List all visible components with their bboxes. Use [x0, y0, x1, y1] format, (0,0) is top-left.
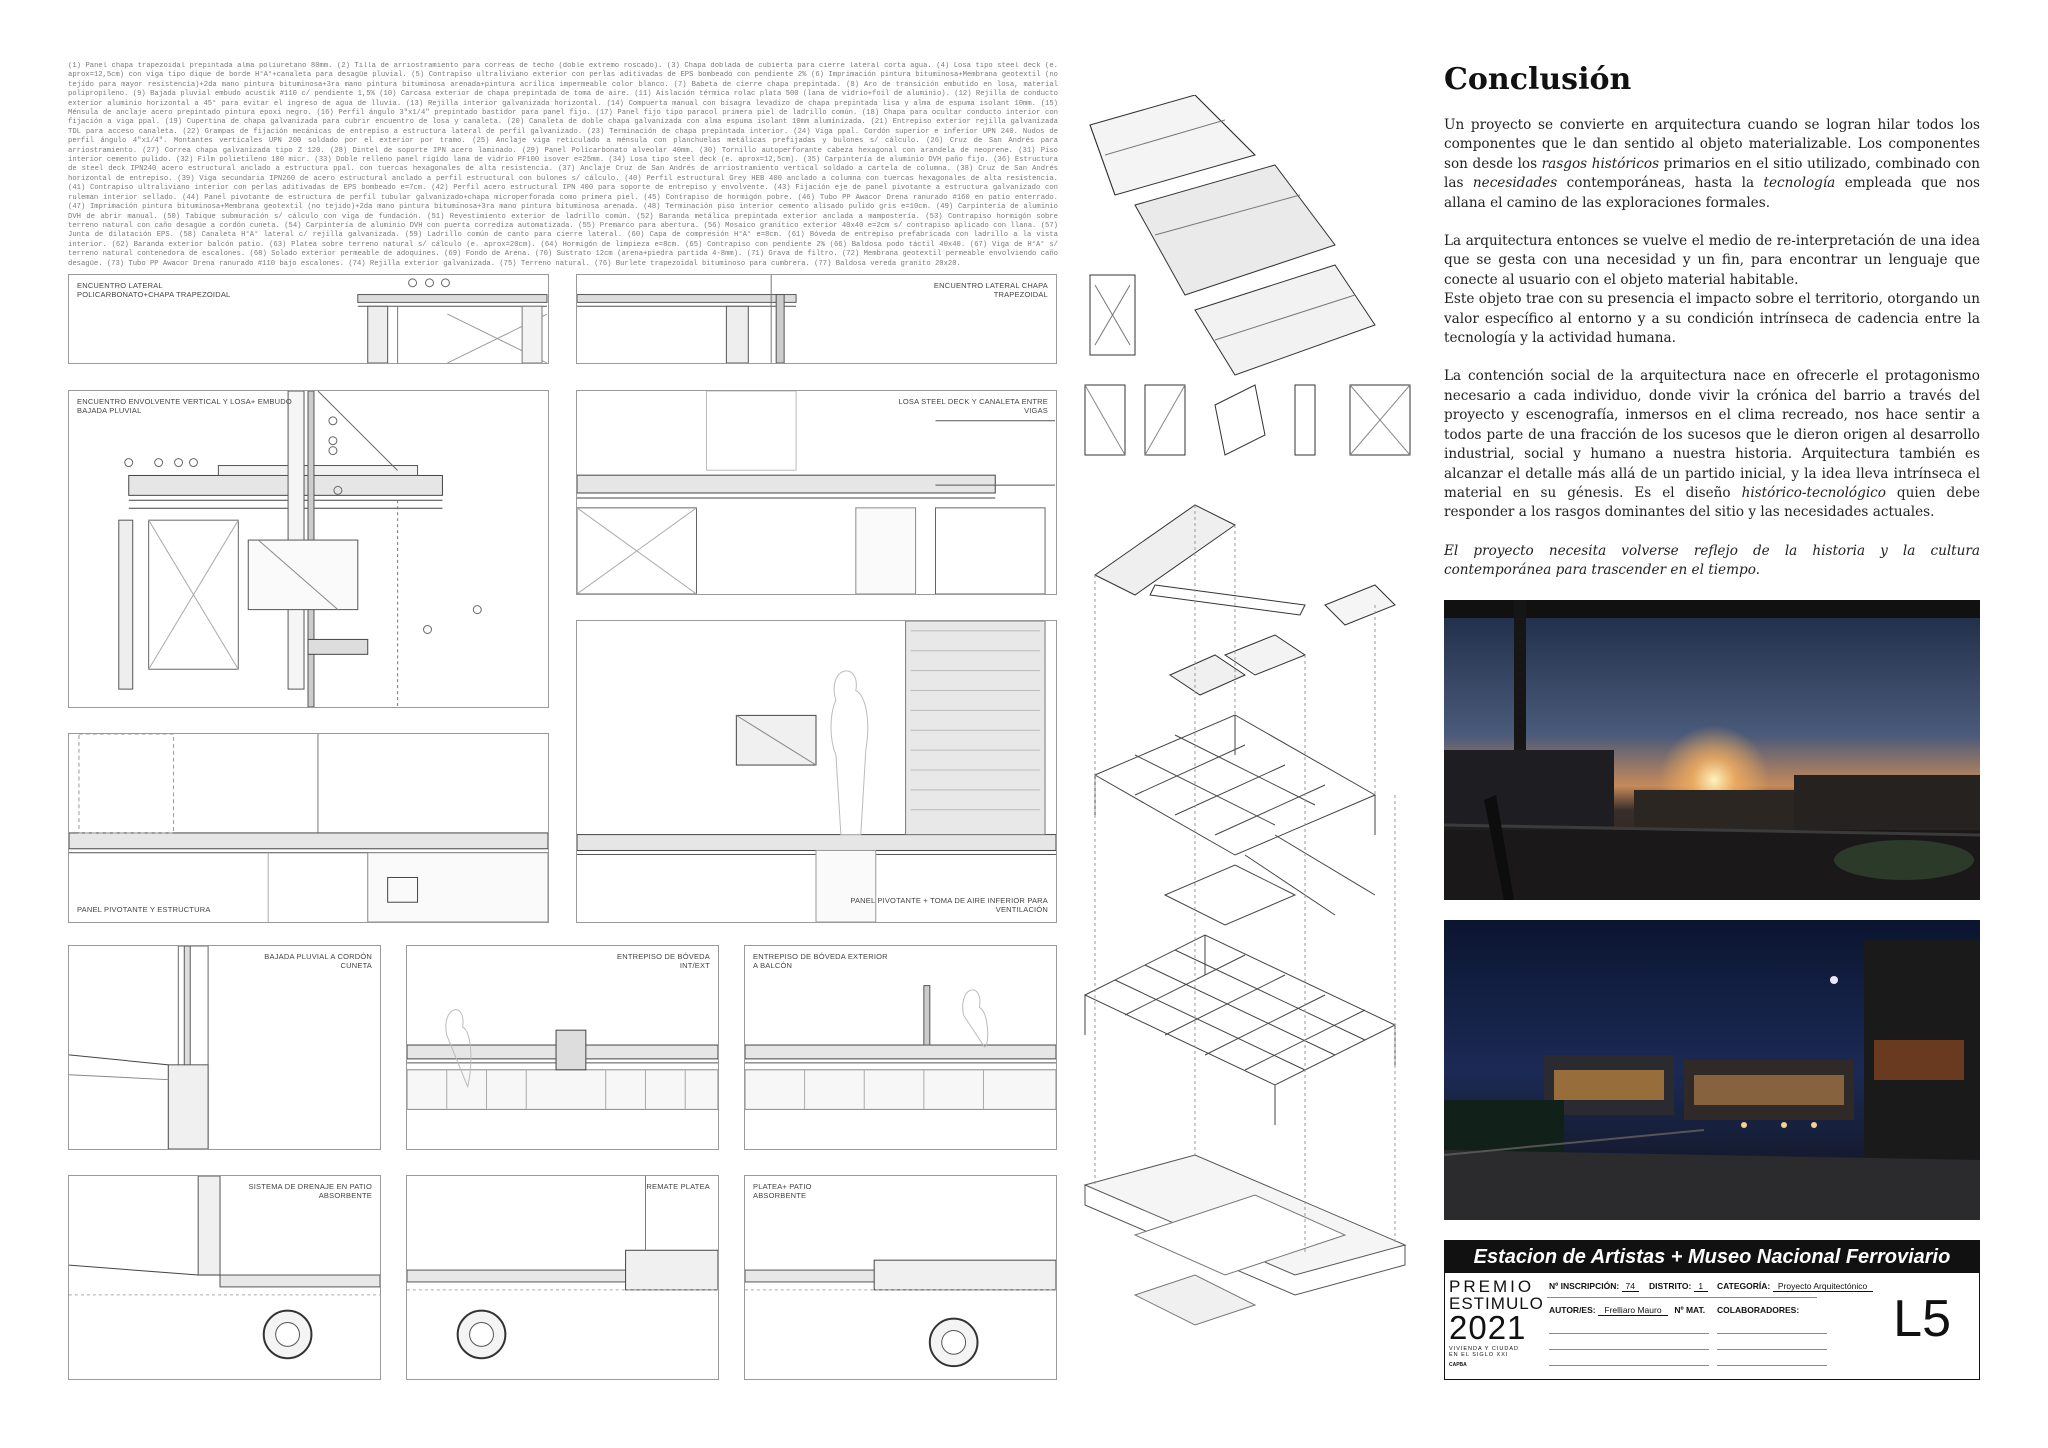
- logo-estimulo: ESTIMULO: [1449, 1294, 1544, 1313]
- materials-legend: (1) Panel chapa trapezoidal prepintada alma poliuretano 80mm. (2) Tilla de arriostramiento para correas de techo (doble extremo roscado). (3) Chapa doblada de cubierta para cierre lateral corta agua. (4) Losa tipo steel deck (e. aprox=12,5cm) con viga tipo dique de borde H°A°+canaleta para desagüe pluvial. (5) Contrapiso ultraliviano exterior con perlas aditivadas de EPS bombeado con pendiente 2% (6) Imprimación pintura bituminosa+Membrana geotextil (no tejido para mayor resistencia)+2da mano pintura bituminosa+3ra mano pintura bituminosa arenada+pintura acrílica impermeable color blanco. (7) Babeta de cierre chapa prepintada. (8) Aro de transición embutido en losa, material polipropileno. (9) Bajada pluvial embudo acustik #110 c/ pendiente 1,5% (10) Carcasa exterior de chapa prepintada de toma de aire. (11) Aislación térmica rolac plata 500 (lana de vidrio+foil de aluminio). (12) Rejilla de conducto exterior aluminio horizontal a 45° para evitar el ingreso de agua de lluvia. (13) Rejilla interior galvanizada horizontal. (14) Compuerta manual con bisagra levadizo de chapa prepintada lisa y alma de espuma isolant 10mm. (15) Ménsula de anclaje acero prepintado pintura epoxi negro. (16) Perfil ángulo 3"x1/4" prepintado bastidor para panel fijo. (17) Panel fijo tipo paracol primera piel de ladrillo común. (18) Chapa para ocultar conducto interior con fijación a viga ppal. (19) Cupertina de chapa galvanizada para cubrir encuentro de losa y canaleta. (20) Canaleta de doble chapa galvanizada con alma espuma isolant 10mm aluminizada. (21) Entrepiso exterior rejilla galvanizada TDL para acceso canaleta. (22) Grampas de fijación mecánicas de entrepiso a estructura lateral de perfil galvanizado. (23) Terminación de chapa prepintada interior. (24) Viga ppal. Cordón superior e inferior UPN 240. Nudos de perfil ángulo 4"x1/4". Montantes verticales UPN 200 soldado por el exterior por tramo. (25) Anclaje viga reticulado a ménsula con planchuelas metálicas prefijadas y bulones s/ cálculo. (26) Cruz de San Andrés para arriostramiento. (27) Correa chapa galvanizada tipo Z 120. (28) Dintel de soporte IPN acero laminado. (29) Panel Policarbonato alveolar 40mm. (30) Tornillo autoperforante cabeza hexagonal con arandela de neoprene. (31) Piso interior cemento pulido. (32) Film polietileno 100 micr. (33) Doble relleno panel rígido lana de vidrio PF100 isover e=25mm. (34) Losa tipo steel deck (e. aprox=12,5cm). (35) Carpintería de aluminio DVH paño fijo. (36) Estructura de steel deck IPN240 acero estructural anclado a estructura ppal. con tuercas hexagonales de alta resistencia. (37) Anclaje Cruz de San Andrés de arriostramiento vertical soldado a cartela de columna. (38) Cruz de San Andrés horizontal de entrepiso. (39) Viga secundaria IPN260 de acero estructural anclado a perfil estructural con bulones s/ cálculo. (40) Perfil estructural Grey HEB 400 anclado a columna con tuercas hexagonales de alta resistencia. (41) Contrapiso ultraliviano interior con perlas aditivadas de EPS bombeado e=7cm. (42) Perfil acero estructural IPN 400 para soporte de entrepiso y envolvente. (43) Fijación eje de panel pivotante a estructura galvanizado con ruleman interior sellado. (44) Panel pivotante de estructura de perfil tubular galvanizado+chapa microperforada como primera piel. (45) Contrapiso de hormigón pobre. (46) Tubo PP Awacor Drena ranurado #160 en patio enterrado. (47) Imprimación pintura bituminosa+Membrana geotextil (no tejido)+2da mano pintura bituminosa+3ra mano pintura bituminosa arenada. (48) Terminación piso interior cemento alisado pulido gris e=10cm. (49) Carpintería de aluminio DVH de abrir manual. (50) Tabique submuración s/ cálculo con viga de fundación. (51) Revestimiento exterior de ladrillo común. (52) Baranda metálica prepintada exterior anclada a mampostería. (53) Contrapiso hormigón sobre terreno natural con caño desagüe a cordón cuneta. (54) Carpintería de aluminio DVH con puerta corrediza automatizada. (55) Premarco para abertura. (56) Mosaico granítico exterior 40x40 e=2cm s/ contrapiso aplicado con llana. (57) Junta de dilatación EPS. (58) Canaleta H°A° lateral c/ rejilla galvanizada. (59) Ladrillo común de canto para cierre lateral. (60) Capa de compresión H°A° e=8cm. (61) Bóveda de entrepiso prefabricada con ladrillo a la vista interior. (62) Baranda exterior balcón patio. (63) Platea sobre terreno natural s/ cálculo (e. aprox=20cm). (64) Hormigón de limpieza e=8cm. (65) Contrapiso con pendiente 2% (66) Baldosa podo táctil 40x40. (67) Viga de H°A° s/ terreno natural contenedora de escalones. (68) Solado exterior permeable de adoquines. (69) Fondo de Arena. (70) Sustrato 12cm (arena+piedra partida 4-8mm). (71) Grava de filtro. (72) Membrana geotextil permeable envolviendo caño desagüe. (73) Tubo PP Awacor Drena ranurado #110 bajo escalones. (74) Rejilla exterior galvanizada. (75) Terreno natural. (76) Burlete trapezoidal bituminoso para cumbrera. (77) Baldosa vereda granito 20x20.: [68, 62, 1058, 267]
- logo-year: 2021: [1449, 1309, 1527, 1346]
- conclusion-title: Conclusión: [1444, 62, 1632, 97]
- field-distrito: DISTRITO: 1: [1649, 1281, 1708, 1292]
- detail-panel-entrepiso-boveda-int-ext: [406, 945, 719, 1150]
- project-title: Estacion de Artistas + Museo Nacional Ferroviario: [1445, 1241, 1979, 1273]
- panel-label: PANEL PIVOTANTE Y ESTRUCTURA: [77, 905, 211, 914]
- detail-panel-bajada-pluvial: [68, 945, 381, 1150]
- detail-panel-lateral-policarbonato: [68, 274, 549, 364]
- conclusion-paragraph-4: La contención social de la arquitectura nace en ofrecerle el protagonismo necesario a cada individuo, donde vivir la crónica del barrio a través del proyecto y escenografía, inmersos en el clima recreado, nos hace sentir a todos parte de una fracción de los sucesos que le dieron origen al desarrollo industrial, social y humano a nuestra historia. Arquitectura también es alcanzar el detalle más allá de un partido inicial, y la idea lleva intrínseca el material en su génesis. Es el diseño histórico-tecnológico quien debe responder a los rasgos dominantes del sitio y las necesidades actuales.: [1444, 368, 1980, 521]
- axonometric-svg: [1075, 95, 1435, 1385]
- panel-label: ENTREPISO DE BÓVEDA INT/EXT: [617, 952, 710, 970]
- premio-estimulo-logo: [1449, 1279, 1543, 1377]
- form-line: [1717, 1349, 1827, 1350]
- form-line: [1549, 1349, 1709, 1350]
- conclusion-paragraph-3: Este objeto trae con su presencia el impacto sobre el territorio, otorgando un valor específico al entorno y a su condición intrínseca de cadencia entre la tecnología y la actividad humana.: [1444, 291, 1980, 347]
- panel-label: PLATEA+ PATIO ABSORBENTE: [753, 1182, 812, 1200]
- section-drawing: [69, 734, 548, 922]
- section-drawing: [69, 946, 380, 1149]
- section-drawing: [69, 391, 548, 707]
- section-drawing: [407, 946, 718, 1149]
- section-drawing: [745, 1176, 1056, 1379]
- section-drawing: [577, 391, 1056, 594]
- render-sunset-terrace: [1444, 600, 1980, 900]
- detail-panel-panel-pivotante-estructura: [68, 733, 549, 923]
- logo-subtitle: VIVIENDA Y CIUDAD EN EL SIGLO XXI: [1449, 1346, 1519, 1358]
- detail-panel-losa-steel-deck: [576, 390, 1057, 595]
- conclusion-paragraph-2: La arquitectura entonces se vuelve el medio de re-interpretación de una idea que se gesta con una necesidad y un fin, para encontrar un lenguaje que conecte al usuario con el objeto material habitable.: [1444, 233, 1980, 288]
- conclusion-body: [1444, 116, 1980, 600]
- form-line: [1549, 1333, 1709, 1334]
- logo-premio: PREMIO: [1449, 1277, 1535, 1296]
- detail-panel-drenaje-patio: [68, 1175, 381, 1380]
- field-inscripcion: Nº INSCRIPCIÓN: 74: [1549, 1281, 1639, 1292]
- render-night-plaza: [1444, 920, 1980, 1220]
- logo-sponsors: CAPBA: [1449, 1362, 1467, 1368]
- panel-label: ENCUENTRO LATERAL POLICARBONATO+CHAPA TRAPEZOIDAL: [77, 281, 231, 299]
- form-line: [1717, 1333, 1827, 1334]
- detail-panel-remate-platea: [406, 1175, 719, 1380]
- sheet-number: L5: [1893, 1290, 1951, 1348]
- detail-panel-entrepiso-boveda-balcon: [744, 945, 1057, 1150]
- detail-panel-platea-patio: [744, 1175, 1057, 1380]
- panel-label: LOSA STEEL DECK Y CANALETA ENTRE VIGAS: [898, 397, 1048, 415]
- conclusion-paragraph-1: Un proyecto se convierte en arquitectura cuando se logran hilar todos los componentes que le dan sentido al objeto materializable. Los componentes son desde los rasgos históricos primarios en el sitio utilizado, combinado con las necesidades contemporáneas, hasta la tecnología empleada que nos allana el camino de las exploraciones formales.: [1444, 117, 1981, 211]
- axonometric-exploded-drawing: [1075, 95, 1435, 1385]
- section-drawing: [577, 621, 1056, 922]
- title-block: [1444, 1240, 1980, 1380]
- separator-line: [1547, 1297, 1817, 1298]
- panel-label: ENTREPISO DE BÓVEDA EXTERIOR A BALCÓN: [753, 952, 888, 970]
- form-line: [1549, 1365, 1709, 1366]
- render-night-image: [1444, 920, 1980, 1220]
- detail-panel-lateral-chapa: [576, 274, 1057, 364]
- panel-label: PANEL PIVOTANTE + TOMA DE AIRE INFERIOR PARA VENTILACIÓN: [850, 896, 1048, 914]
- field-autores: AUTOR/ES: Frelliaro Mauro Nº MAT.: [1549, 1305, 1706, 1315]
- section-drawing: [407, 1176, 718, 1379]
- section-drawing: [69, 1176, 380, 1379]
- field-colaboradores: COLABORADORES:: [1717, 1305, 1800, 1315]
- panel-label: SISTEMA DE DRENAJE EN PATIO ABSORBENTE: [248, 1182, 372, 1200]
- section-drawing: [745, 946, 1056, 1149]
- panel-label: ENCUENTRO ENVOLVENTE VERTICAL Y LOSA+ EMBUDO BAJADA PLUVIAL: [77, 397, 292, 415]
- field-categoria: CATEGORÍA: Proyecto Arquitectónico: [1717, 1281, 1873, 1292]
- detail-panel-envolvente-vertical: [68, 390, 549, 708]
- detail-panel-pivotante-toma-aire: [576, 620, 1057, 923]
- form-line: [1717, 1365, 1827, 1366]
- panel-label: REMATE PLATEA: [646, 1182, 710, 1191]
- render-sunset-image: [1444, 600, 1980, 900]
- conclusion-paragraph-5: El proyecto necesita volverse reflejo de la historia y la cultura contemporánea para trascender en el tiempo.: [1444, 542, 1980, 579]
- panel-label: BAJADA PLUVIAL A CORDÓN CUNETA: [264, 952, 372, 970]
- panel-label: ENCUENTRO LATERAL CHAPA TRAPEZOIDAL: [933, 281, 1048, 299]
